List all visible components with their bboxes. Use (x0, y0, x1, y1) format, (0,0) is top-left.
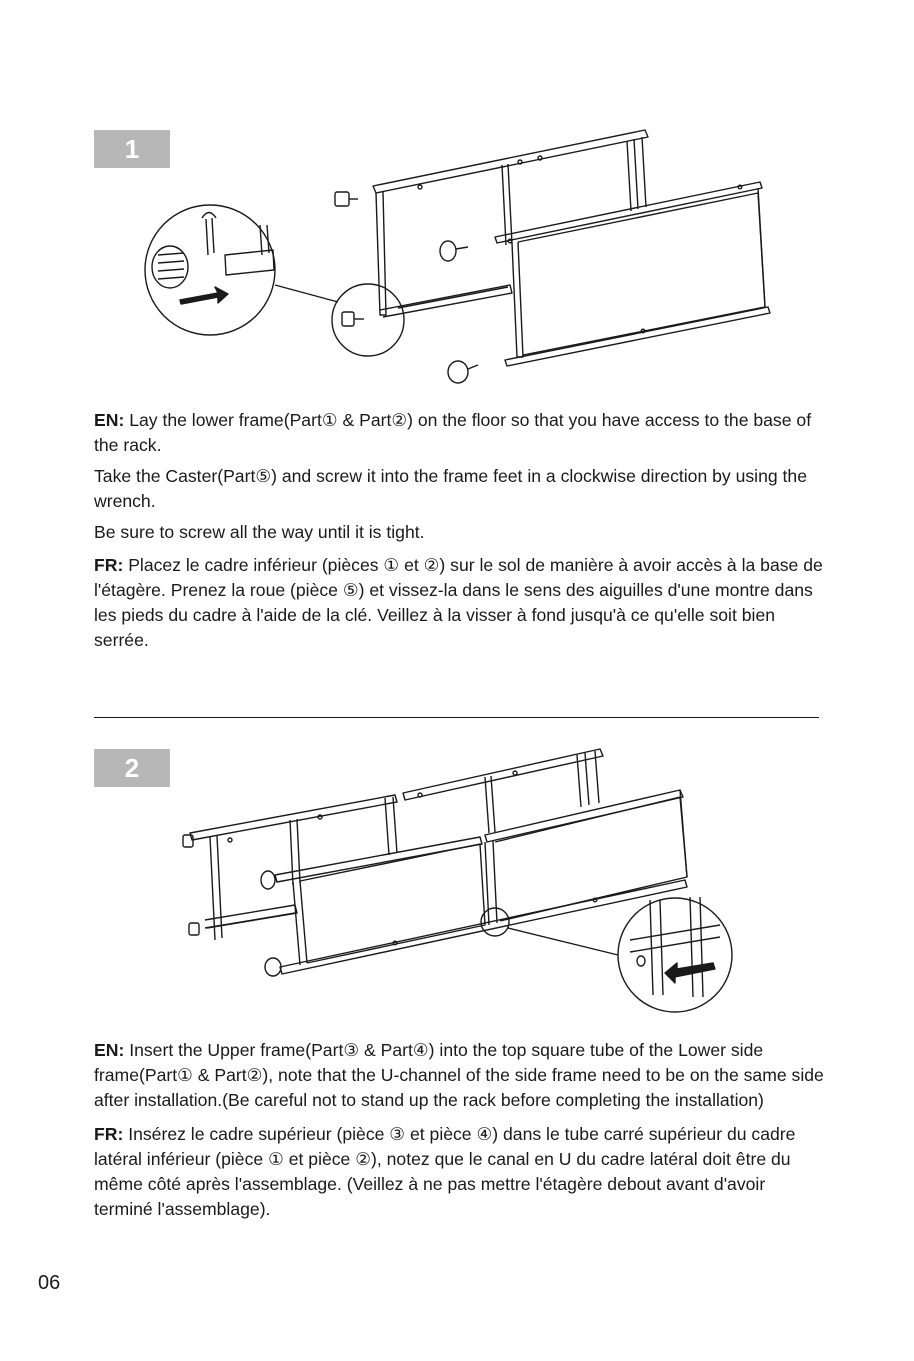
caster-3 (448, 361, 478, 383)
step-1-en-line-2: Take the Caster(Part⑤) and screw it into the frame feet in a clockwise direction by using the wrench. (94, 466, 808, 511)
caster-detail (342, 312, 364, 326)
caster-zoomed (152, 246, 188, 288)
zoom-bubble-caster (332, 284, 404, 356)
zoom-bubble-connection (618, 898, 732, 1012)
section-divider (94, 717, 819, 718)
front-frame-combined (275, 790, 687, 974)
step-1-illustration (140, 125, 780, 390)
step-1-en-line-1: EN: Lay the lower frame(Part① & Part②) on the floor so that you have access to the base of the rack. (94, 410, 812, 455)
front-frame (495, 182, 770, 366)
step-2-text (94, 1038, 824, 1222)
step-2-illustration (175, 745, 740, 1015)
arrow-left-icon (665, 963, 715, 983)
en-label: EN: (94, 1040, 125, 1060)
step-2-en: EN: Insert the Upper frame(Part③ & Part④) into the top square tube of the Lower side frame(Part① & Part②), note that the U-channel of the side frame need to be on the same side after installation.(Be careful not to stand up the rack before completing the installation) (94, 1040, 824, 1110)
caster-left-3 (189, 923, 199, 935)
page-number: 06 (38, 1272, 61, 1294)
fr-label: FR: (94, 1124, 124, 1144)
step-1-badge: 1 (94, 130, 170, 168)
caster-2 (440, 241, 468, 261)
en-label: EN: (94, 410, 125, 430)
step-1-en-line-3: Be sure to screw all the way until it is tight. (94, 522, 425, 542)
fr-label: FR: (94, 555, 124, 575)
caster-left-2 (261, 871, 275, 889)
caster-1 (335, 192, 358, 206)
step-2-fr: FR: Insérez le cadre supérieur (pièce ③ et pièce ④) dans le tube carré supérieur du cadre latéral inférieur (pièce ① et pièce ②), notez que le canal en U du cadre latéral doit être du même côté après l'assemblage. (Veillez à ne pas mettre l'étagère debout avant d'avoir terminé l'assemblage). (94, 1124, 796, 1219)
step-1-text (94, 408, 824, 653)
arrow-right-icon (180, 287, 228, 304)
caster-left-4 (265, 958, 281, 976)
step-1-fr: FR: Placez le cadre inférieur (pièces ① et ②) sur le sol de manière à avoir accès à la base de l'étagère. Prenez la roue (pièce ⑤) et vissez-la dans le sens des aiguilles d'une montre dans les pieds du cadre à l'aide de la clé. Veillez à la visser à fond jusqu'à ce qu'elle soit bien serrée. (94, 555, 823, 650)
step-2-badge: 2 (94, 749, 170, 787)
